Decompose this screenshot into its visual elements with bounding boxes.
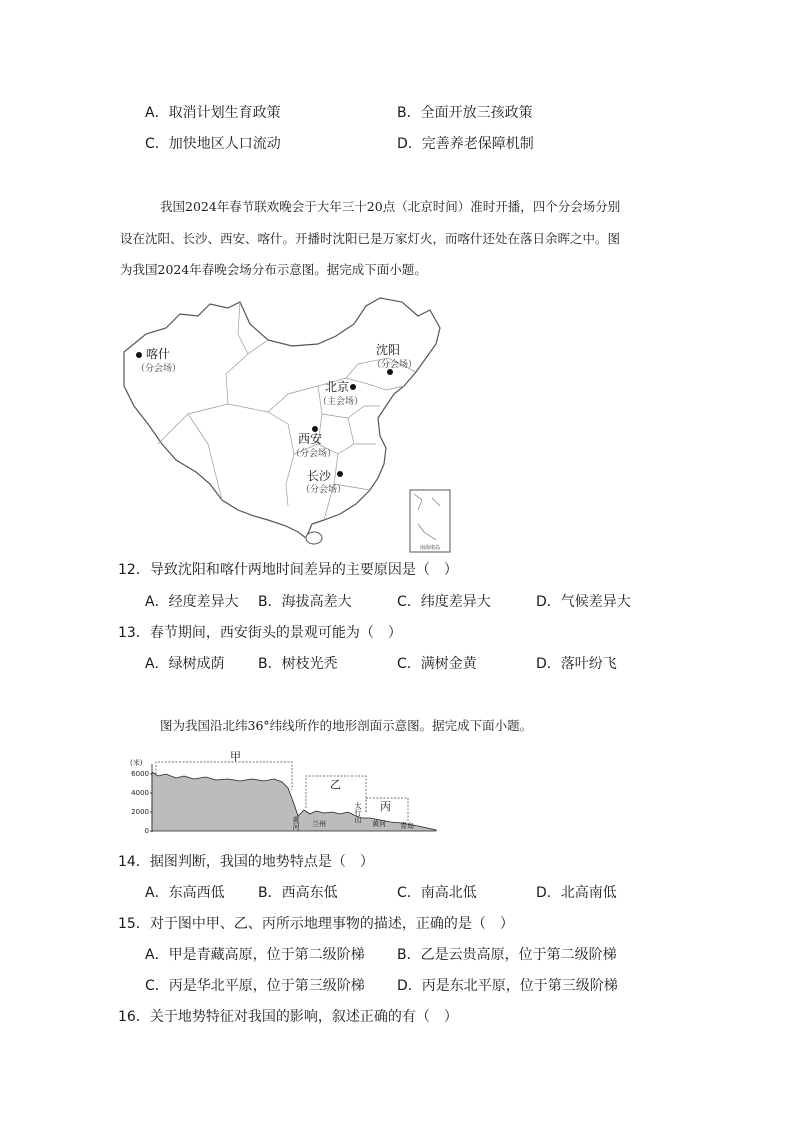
label-jia: 甲 bbox=[230, 750, 241, 763]
changsha-sub: （分会场） bbox=[301, 485, 347, 495]
q14-option-a: A．东高西低 bbox=[145, 885, 225, 901]
q13-option-c: C．满树金黄 bbox=[397, 656, 477, 672]
shenyang-sub: （分会场） bbox=[372, 360, 418, 370]
q11-option-b: B．全面开放三孩政策 bbox=[397, 105, 533, 121]
intro1-line-1: 我国2024年春节联欢晚会于大年三十20点（北京时间）准时开播，四个分会场分别 bbox=[160, 199, 621, 214]
q13-option-d: D．落叶纷飞 bbox=[536, 656, 617, 672]
tick-2000: 2000 bbox=[131, 808, 149, 816]
beijing-dot bbox=[350, 384, 356, 390]
shenyang-label: 沈阳 bbox=[376, 343, 401, 357]
xian-sub: （分会场） bbox=[291, 449, 337, 459]
q16-stem: 16．关于地势特征对我国的影响，叙述正确的有（ ） bbox=[118, 1009, 458, 1025]
kashgar-sub: （分会场） bbox=[136, 364, 182, 374]
china-outline bbox=[124, 298, 440, 538]
beijing-sub: （主会场） bbox=[318, 397, 364, 407]
label-qingdao: 青岛 bbox=[400, 822, 414, 830]
inset-label: 南海诸岛 bbox=[419, 545, 441, 551]
q15-stem: 15．对于图中甲、乙、丙所示地理事物的描述，正确的是（ ） bbox=[118, 916, 514, 932]
q12-option-a: A．经度差异大 bbox=[145, 594, 239, 610]
q12-option-d: D．气候差异大 bbox=[536, 594, 631, 610]
q13-stem: 13．春节期间，西安街头的景观可能为（ ） bbox=[118, 625, 402, 641]
q12-option-c: C．纬度差异大 bbox=[397, 594, 491, 610]
intro1-line-3: 为我国2024年春晚会场分布示意图。据完成下面小题。 bbox=[120, 262, 427, 277]
south-china-sea-inset bbox=[410, 490, 450, 552]
q14-stem: 14．据图判断，我国的地势特点是（ ） bbox=[118, 854, 374, 870]
q11-option-d: D．完善养老保障机制 bbox=[397, 136, 534, 152]
intro2-text: 图为我国沿北纬36°纬线所作的地形剖面示意图。据完成下面小题。 bbox=[160, 718, 533, 733]
q13-option-b: B．树枝光秃 bbox=[258, 656, 338, 672]
label-yi: 乙 bbox=[330, 778, 341, 791]
tick-6000: 6000 bbox=[131, 770, 149, 778]
profile-unit: (米) bbox=[130, 759, 143, 767]
china-venue-map bbox=[118, 294, 458, 554]
xian-label: 西安 bbox=[298, 432, 323, 446]
changsha-label: 长沙 bbox=[307, 469, 332, 483]
label-taihang: 太行山 bbox=[354, 802, 362, 823]
q11-option-a: A．取消计划生育政策 bbox=[145, 105, 281, 121]
kashgar-label: 喀什 bbox=[146, 347, 171, 361]
q15-option-b: B．乙是云贵高原，位于第二级阶梯 bbox=[397, 947, 617, 963]
label-huanghe-2: 黄河 bbox=[372, 820, 386, 828]
tick-0: 0 bbox=[144, 827, 149, 835]
intro1-line-2: 设在沈阳、长沙、西安、喀什。开播时沈阳已是万家灯火，而喀什还处在落日余晖之中。图 bbox=[120, 231, 621, 246]
hainan-island bbox=[306, 532, 322, 544]
tick-4000: 4000 bbox=[131, 789, 149, 797]
q15-option-a: A．甲是青藏高原，位于第二级阶梯 bbox=[145, 947, 365, 963]
q15-option-d: D．丙是东北平原，位于第三级阶梯 bbox=[397, 978, 618, 994]
q13-option-a: A．绿树成荫 bbox=[145, 656, 225, 672]
q11-option-c: C．加快地区人口流动 bbox=[145, 136, 281, 152]
beijing-label: 北京 bbox=[325, 380, 350, 394]
label-huanghe-1: 黄河 bbox=[292, 816, 300, 830]
changsha-dot bbox=[337, 471, 343, 477]
q15-option-c: C．丙是华北平原，位于第三级阶梯 bbox=[145, 978, 365, 994]
q12-option-b: B．海拔高差大 bbox=[258, 594, 352, 610]
q14-option-c: C．南高北低 bbox=[397, 885, 477, 901]
label-bing: 丙 bbox=[380, 800, 391, 813]
terrain-profile-chart bbox=[118, 746, 440, 840]
q14-option-b: B．西高东低 bbox=[258, 885, 338, 901]
label-lanzhou: 兰州 bbox=[312, 820, 326, 828]
q14-option-d: D．北高南低 bbox=[536, 885, 617, 901]
kashgar-dot bbox=[136, 352, 142, 358]
q12-stem: 12．导致沈阳和喀什两地时间差异的主要原因是（ ） bbox=[118, 562, 458, 578]
